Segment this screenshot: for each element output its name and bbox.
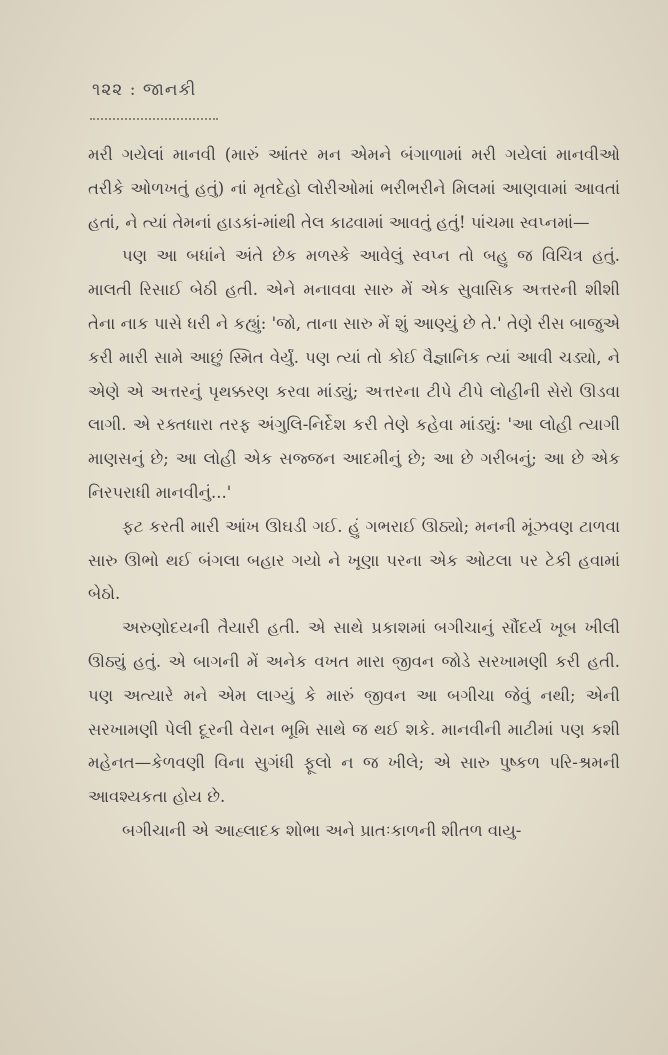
paragraph-5: બગીચાની એ આહ્લાદક શોભા અને પ્રાતઃકાળની શીતળ વાયુ-: [122, 820, 522, 840]
paragraph-2: પણ આ બધાંને અંતે છેક મળસ્કે આવેલું સ્વપ્ન તો બહુ જ વિચિત્ર હતું. માલતી રિસાઈ બેઠી હતી. એને મનાવવા સારુ મેં એક સુવાસિક અત્તરની શીશી તેના નાક પાસે ધરી ને કહ્યું: 'જો, તાના સારુ મેં શું આણ્યું છે તે.' તેણે રીસ બાજુએ કરી મારી સામે આછું સ્મિત વેર્યું. પણ ત્યાં તો કોઈ વૈજ્ઞાનિક ત્યાં આવી ચડ્યો, ને એણે એ અત્તરનું પૃથક્કરણ કરવા માંડ્યું; અત્તરના ટીપે ટીપે લોહીની સેરો ઊડવા લાગી. એ રક્તધારા તરફ અંગુલિ-નિર્દેશ કરી તેણે કહેવા માંડ્યું: 'આ લોહી ત્યાગી માણસનું છે; આ લોહી એક સજ્જન આદમીનું છે; આ છે ગરીબનું; આ છે એક નિરપરાધી માનવીનું...': [88, 246, 620, 502]
running-header: [92, 80, 196, 100]
header-separator: :: [129, 80, 137, 100]
book-title: જાનકી: [142, 80, 197, 100]
page-number: ૧૨૨: [92, 80, 124, 100]
paragraph-1: મરી ગયેલાં માનવી (મારું આંતર મન એમને બંગાળામાં મરી ગયેલાં માનવીઓ તરીકે ઓળખતું હતું) નાં મૃતદેહો લોરીઓમાં ભરીભરીને મિલમાં આણવામાં આવતાં હતાં, ને ત્યાં તેમનાં હાડકાં-માંથી તેલ કાઢવામાં આવતું હતું! પાંચમા સ્વપ્નમાં—: [88, 145, 620, 232]
paragraph-3: ફટ કરતી મારી આંખ ઊઘડી ગઈ. હું ગભરાઈ ઊઠ્યો; મનની મૂંઝવણ ટાળવા સારુ ઊભો થઈ બંગલા બહાર ગયો ને ખૂણા પરના એક ઓટલા પર ટેકી હવામાં બેઠો.: [88, 516, 620, 604]
body-text: [88, 138, 620, 848]
header-underline: [90, 114, 218, 120]
paragraph-4: અરુણોદયની તૈયારી હતી. એ સાથે પ્રકાશમાં બગીચાનું સૌંદર્ય ખૂબ ખીલી ઊઠ્યું હતું. એ બાગની મેં અનેક વખત મારા જીવન જોડે સરખામણી કરી હતી. પણ અત્યારે મને એમ લાગ્યું કે મારું જીવન આ બગીચા જેવું નથી; એની સરખામણી પેલી દૂરની વેરાન ભૂમિ સાથે જ થઈ શકે. માનવીની માટીમાં પણ કશી મહેનત—કેળવણી વિના સુગંધી ફૂલો ન જ ખીલે; એ સારુ પુષ્કળ પરિ-શ્રમની આવશ્યકતા હોય છે.: [88, 618, 620, 807]
